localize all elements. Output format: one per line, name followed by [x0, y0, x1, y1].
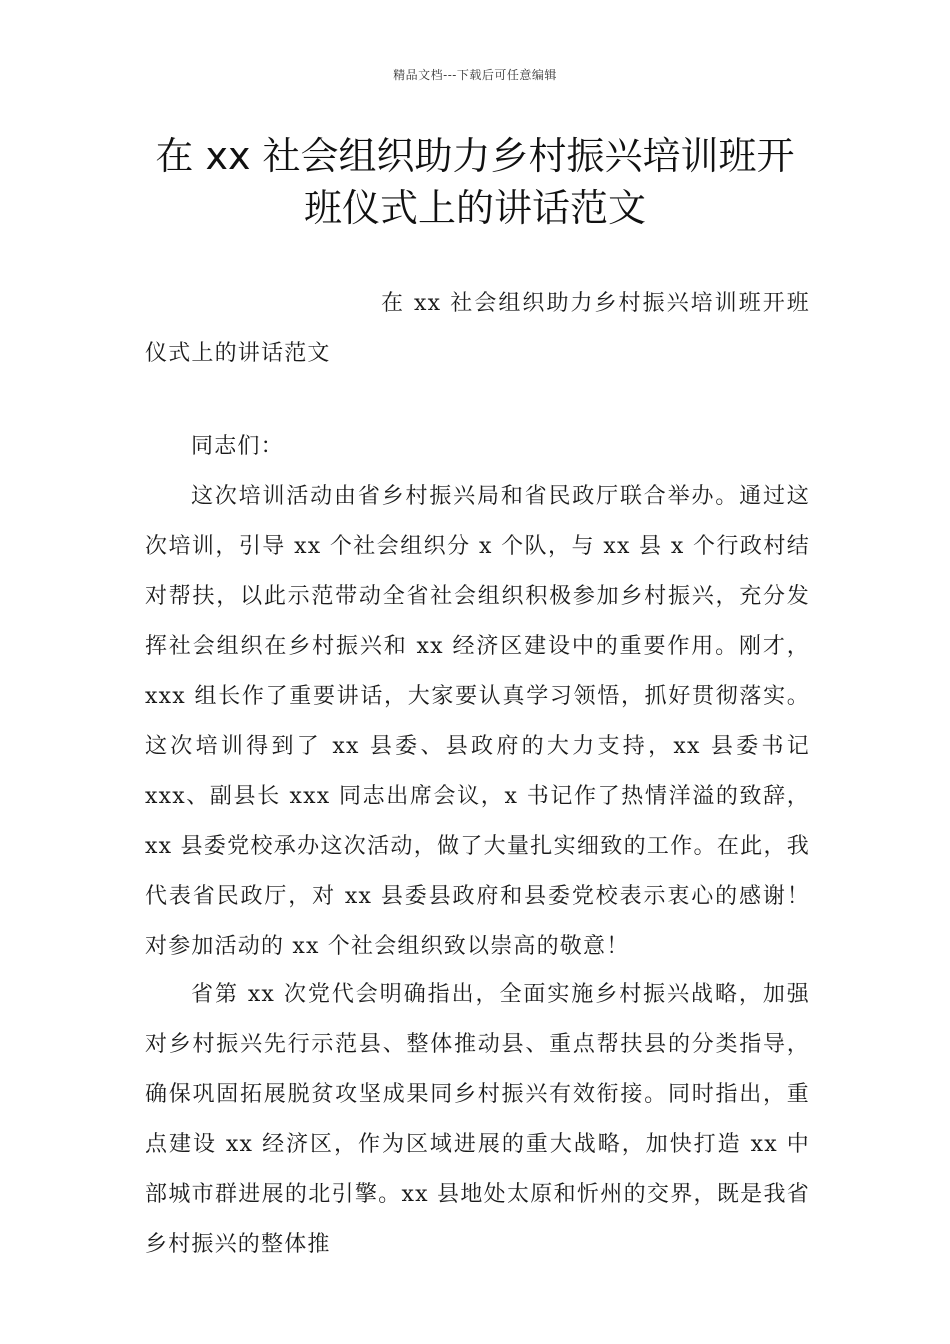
header-note: 精品文档---下载后可任意编辑: [393, 68, 557, 82]
title-line-1: 在 xx 社会组织助力乡村振兴培训班开: [155, 134, 795, 178]
title-line-2: 班仪式上的讲话范文: [303, 186, 646, 230]
greeting: 同志们：: [191, 434, 284, 459]
body-paragraph-2: 省第 xx 次党代会明确指出，全面实施乡村振兴战略，加强对乡村振兴先行示范县、整体推动县、重点帮扶县的分类指导，确保巩固拓展脱贫攻坚成果同乡村振兴有效衔接。同时指出，重点建设 xx 经济区，作为区域进展的重大战略，加快打造 xx 中部城市群进展的北引擎。xx 县地处太原和忻州的交界，既是我省乡村振兴的整体推: [145, 982, 810, 1257]
subtitle-paragraph: 在 xx 社会组织助力乡村振兴培训班开班仪式上的讲话范文: [145, 291, 810, 366]
document-title: [120, 130, 830, 234]
body-paragraph-1: 这次培训活动由省乡村振兴局和省民政厅联合举办。通过这次培训，引导 xx 个社会组织分 x 个队，与 xx 县 x 个行政村结对帮扶，以此示范带动全省社会组织积极参加乡村振兴，充分发挥社会组织在乡村振兴和 xx 经济区建设中的重要作用。刚才，xxx 组长作了重要讲话，大家要认真学习领悟，抓好贯彻落实。这次培训得到了 xx 县委、县政府的大力支持，xx 县委书记 xxx、副县长 xxx 同志出席会议，x 书记作了热情洋溢的致辞，xx 县委党校承办这次活动，做了大量扎实细致的工作。在此，我代表省民政厅，对 xx 县委县政府和县委党校表示衷心的感谢！对参加活动的 xx 个社会组织致以崇高的敬意！: [145, 484, 810, 959]
